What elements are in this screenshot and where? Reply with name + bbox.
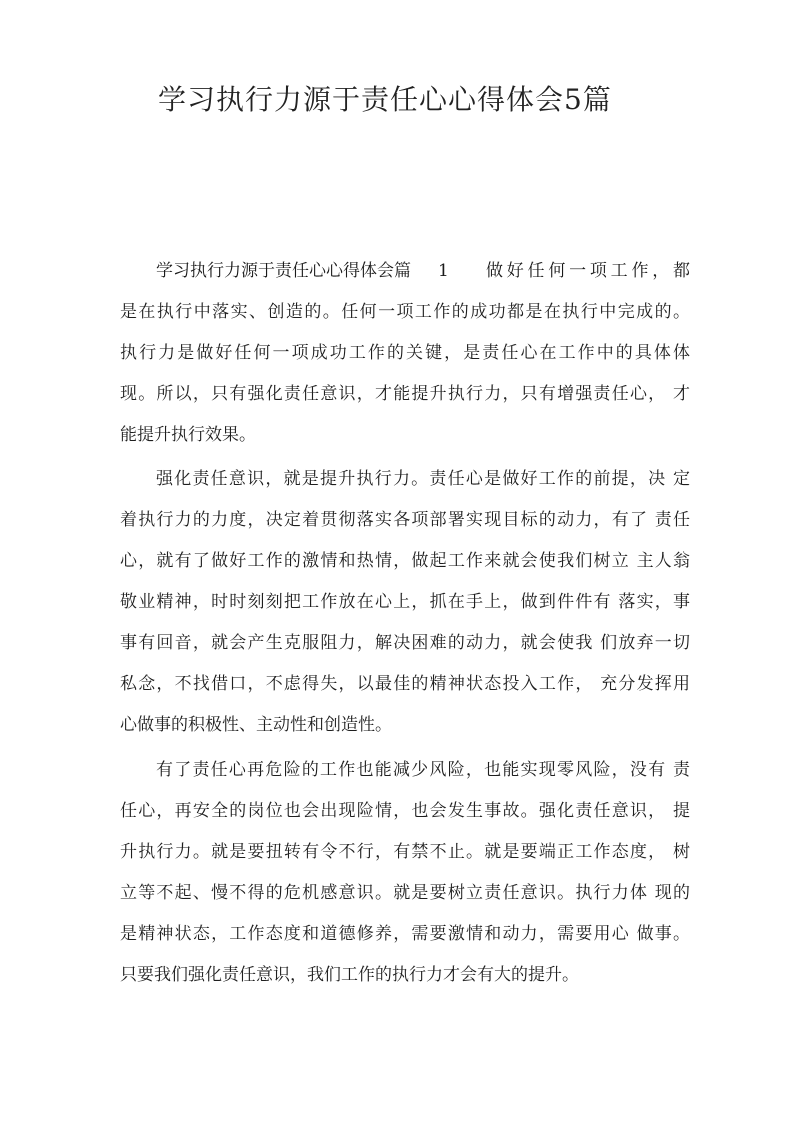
section-heading-row [156,259,690,283]
paragraph-line: 做好任何一项工作，都 [486,261,690,281]
paragraph-line: 只要我们强化责任意识，我们工作的执行力才会有大的提升。 [120,965,579,985]
paragraph-line: 能提升执行效果。 [120,425,256,445]
paragraph-line: 强化责任意识，就是提升执行力。责任心是做好工作的前提，决 定 [156,469,690,489]
paragraph-line: 是在执行中落实、创造的。任何一项工作的成功都是在执行中完成的。 [120,302,690,322]
paragraph-line: 有了责任心再危险的工作也能减少风险，也能实现零风险，没有 责 [156,760,690,780]
paragraph-line: 升执行力。就是要扭转有令不行，有禁不止。就是要端正工作态度， 树 [120,842,690,862]
paragraph-line: 立等不起、慢不得的危机感意识。就是要树立责任意识。执行力体 现的 [120,883,690,903]
paragraph-line: 现。所以，只有强化责任意识，才能提升执行力，只有增强责任心， 才 [120,384,690,404]
paragraph-line: 着执行力的力度，决定着贯彻落实各项部署实现目标的动力，有了 责任 [120,510,690,530]
paragraph-line: 事有回音，就会产生克服阻力，解决困难的动力，就会使我 们放弃一切 [120,633,690,653]
paragraph-line: 任心，再安全的岗位也会出现险情，也会发生事故。强化责任意识， 提 [120,801,690,821]
document-title: 学习执行力源于责任心心得体会5篇 [158,83,612,116]
paragraph-line: 私念，不找借口，不虑得失，以最佳的精神状态投入工作， 充分发挥用 [120,674,690,694]
paragraph-line: 是精神状态，工作态度和道德修养，需要激情和动力，需要用心 做事。 [120,924,690,944]
paragraph-line: 敬业精神，时时刻刻把工作放在心上，抓在手上，做到件件有 落实，事 [120,592,690,612]
paragraph-line: 心做事的积极性、主动性和创造性。 [120,715,392,735]
paragraph-line: 执行力是做好任何一项成功工作的关键，是责任心在工作中的具体体 [120,343,690,363]
section-heading: 学习执行力源于责任心心得体会篇 [156,261,411,281]
section-number: 1 [438,261,449,281]
paragraph-line: 心，就有了做好工作的激情和热情，做起工作来就会使我们树立 主人翁 [120,551,690,571]
